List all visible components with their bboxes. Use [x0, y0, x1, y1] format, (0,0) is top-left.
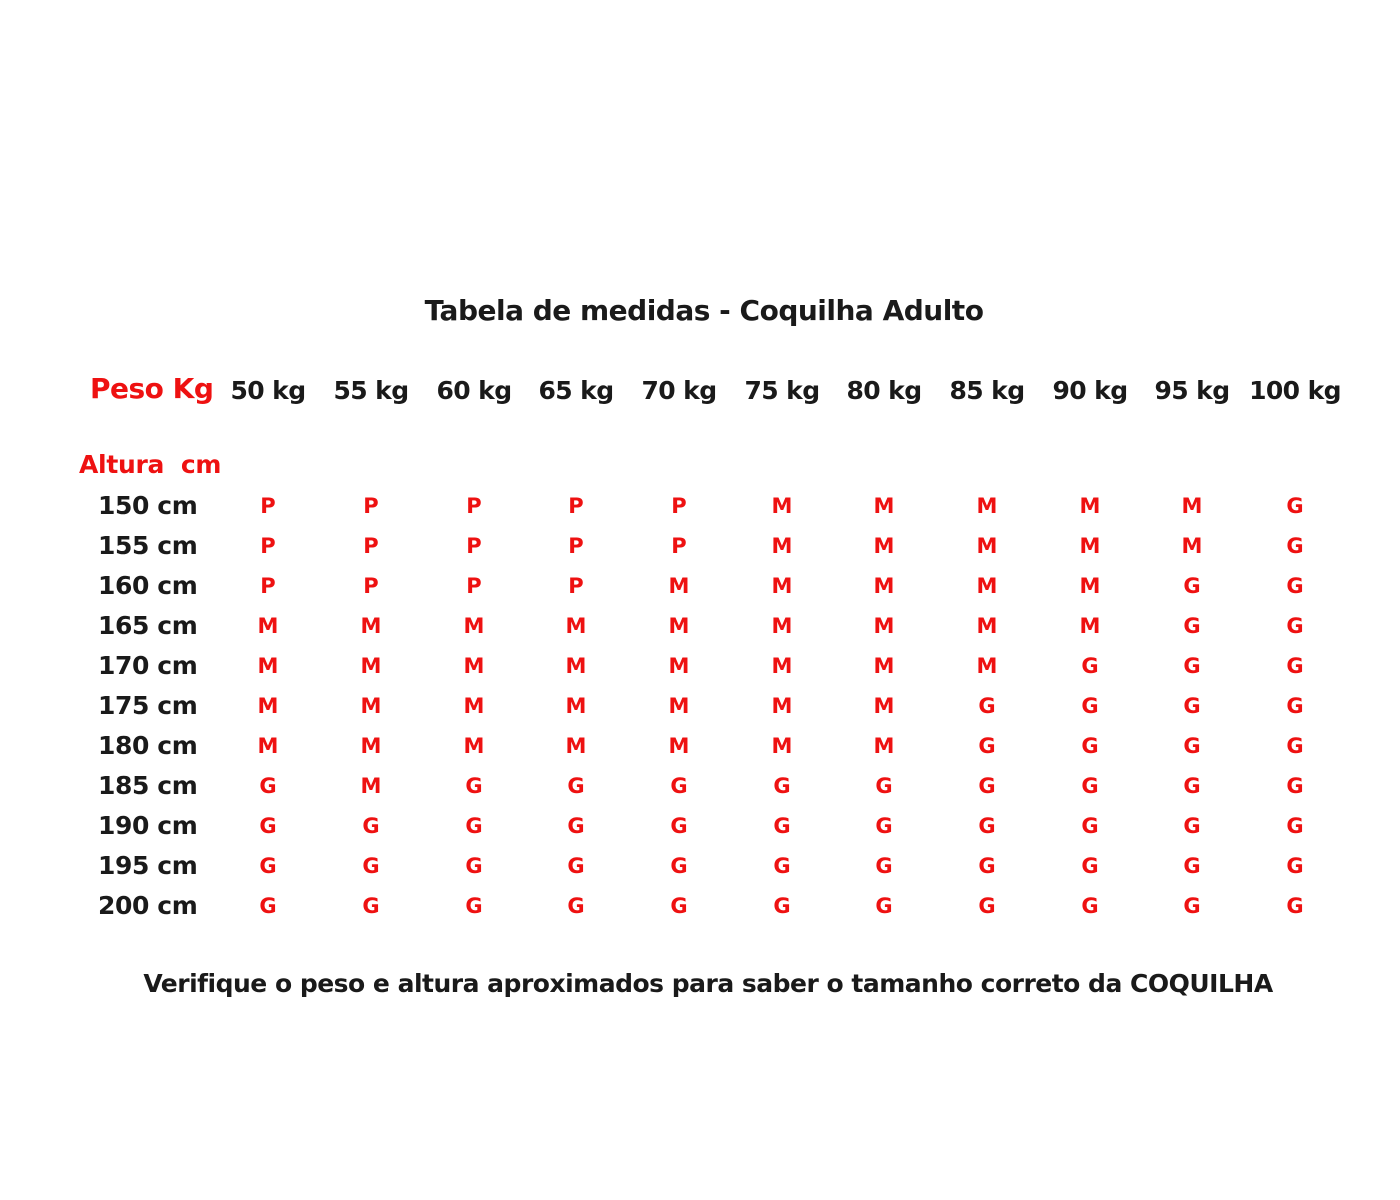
size-cell: G [773, 894, 791, 918]
size-cell: G [567, 814, 585, 838]
size-cell: G [1286, 854, 1304, 878]
table-row [0, 771, 1400, 811]
height-row-label: 185 cm [98, 771, 198, 800]
size-cell: M [565, 734, 587, 758]
size-cell: G [465, 814, 483, 838]
size-cell: G [773, 854, 791, 878]
table-row [0, 811, 1400, 851]
weight-column-header: 100 kg [1249, 376, 1341, 405]
size-cell: G [1081, 694, 1099, 718]
size-cell: P [363, 494, 379, 518]
size-cell: P [260, 574, 276, 598]
size-cell: G [1183, 694, 1201, 718]
size-cell: G [875, 894, 893, 918]
size-cell: M [257, 694, 279, 718]
size-cell: M [771, 694, 793, 718]
height-row-label: 150 cm [98, 491, 198, 520]
size-cell: G [362, 814, 380, 838]
table-row [0, 571, 1400, 611]
size-cell: M [771, 534, 793, 558]
table-row [0, 891, 1400, 931]
size-cell: M [976, 574, 998, 598]
size-cell: G [1183, 814, 1201, 838]
size-cell: G [875, 814, 893, 838]
size-cell: M [873, 534, 895, 558]
size-cell: M [873, 494, 895, 518]
size-cell: M [565, 614, 587, 638]
size-cell: M [1079, 534, 1101, 558]
size-cell: G [362, 854, 380, 878]
size-cell: G [1286, 614, 1304, 638]
size-cell: G [1286, 494, 1304, 518]
weight-column-header: 65 kg [538, 376, 614, 405]
size-cell: M [771, 734, 793, 758]
size-cell: G [1081, 654, 1099, 678]
size-cell: G [1183, 894, 1201, 918]
size-cell: M [668, 574, 690, 598]
size-cell: M [1181, 494, 1203, 518]
size-cell: M [1181, 534, 1203, 558]
size-cell: G [773, 814, 791, 838]
size-cell: G [259, 894, 277, 918]
weight-header-row [0, 372, 1400, 412]
size-cell: G [567, 894, 585, 918]
table-row [0, 651, 1400, 691]
size-cell: M [976, 614, 998, 638]
size-cell: G [1183, 774, 1201, 798]
table-row [0, 691, 1400, 731]
size-cell: G [465, 854, 483, 878]
size-cell: M [257, 734, 279, 758]
size-cell: M [976, 654, 998, 678]
size-cell: G [1183, 614, 1201, 638]
size-cell: G [670, 854, 688, 878]
size-cell: G [1286, 694, 1304, 718]
size-cell: G [1183, 654, 1201, 678]
size-cell: M [565, 694, 587, 718]
size-cell: M [873, 614, 895, 638]
size-cell: M [873, 574, 895, 598]
size-cell: P [671, 494, 687, 518]
weight-column-header: 95 kg [1154, 376, 1230, 405]
weight-column-header: 50 kg [230, 376, 306, 405]
size-cell: P [671, 534, 687, 558]
table-row [0, 491, 1400, 531]
size-cell: P [568, 574, 584, 598]
table-row [0, 731, 1400, 771]
size-cell: M [771, 654, 793, 678]
size-cell: G [1183, 734, 1201, 758]
size-cell: G [1081, 734, 1099, 758]
size-cell: G [1183, 854, 1201, 878]
height-row-label: 200 cm [98, 891, 198, 920]
size-cell: P [568, 494, 584, 518]
size-cell: M [668, 614, 690, 638]
size-cell: G [670, 774, 688, 798]
weight-column-header: 60 kg [436, 376, 512, 405]
weight-column-header: 75 kg [744, 376, 820, 405]
size-cell: P [363, 534, 379, 558]
size-cell: M [1079, 614, 1101, 638]
size-cell: G [1081, 774, 1099, 798]
size-cell: G [978, 774, 996, 798]
size-cell: P [466, 494, 482, 518]
size-cell: M [668, 734, 690, 758]
size-cell: G [567, 774, 585, 798]
height-axis-label: Altura cm [79, 450, 222, 479]
size-cell: G [465, 774, 483, 798]
size-cell: M [873, 694, 895, 718]
size-cell: M [771, 574, 793, 598]
size-cell: M [463, 734, 485, 758]
size-cell: P [260, 534, 276, 558]
size-cell: M [771, 614, 793, 638]
size-cell: G [1286, 894, 1304, 918]
size-cell: G [1286, 574, 1304, 598]
size-cell: G [1286, 534, 1304, 558]
table-row [0, 851, 1400, 891]
size-cell: M [565, 654, 587, 678]
size-cell: M [360, 654, 382, 678]
height-row-label: 170 cm [98, 651, 198, 680]
height-row-label: 155 cm [98, 531, 198, 560]
size-cell: G [1081, 854, 1099, 878]
size-cell: M [360, 694, 382, 718]
size-cell: G [670, 814, 688, 838]
size-cell: G [978, 814, 996, 838]
size-cell: G [978, 694, 996, 718]
weight-column-header: 80 kg [846, 376, 922, 405]
size-cell: P [363, 574, 379, 598]
size-cell: M [668, 654, 690, 678]
size-cell: G [1286, 814, 1304, 838]
size-cell: G [567, 854, 585, 878]
size-cell: G [773, 774, 791, 798]
weight-column-header: 70 kg [641, 376, 717, 405]
size-cell: G [978, 894, 996, 918]
size-cell: M [360, 734, 382, 758]
size-cell: M [257, 614, 279, 638]
table-row [0, 611, 1400, 651]
size-cell: M [873, 734, 895, 758]
size-cell: G [465, 894, 483, 918]
size-cell: G [978, 854, 996, 878]
size-cell: M [873, 654, 895, 678]
size-cell: G [362, 894, 380, 918]
size-cell: M [360, 614, 382, 638]
weight-column-header: 85 kg [949, 376, 1025, 405]
size-cell: G [1286, 654, 1304, 678]
weight-axis-label: Peso Kg [90, 372, 214, 405]
size-cell: M [1079, 574, 1101, 598]
size-cell: M [360, 774, 382, 798]
height-row-label: 180 cm [98, 731, 198, 760]
size-cell: M [976, 494, 998, 518]
height-row-label: 195 cm [98, 851, 198, 880]
weight-column-header: 55 kg [333, 376, 409, 405]
size-cell: G [1286, 774, 1304, 798]
size-cell: G [875, 854, 893, 878]
height-row-label: 190 cm [98, 811, 198, 840]
height-row-label: 160 cm [98, 571, 198, 600]
size-cell: M [257, 654, 279, 678]
weight-column-header: 90 kg [1052, 376, 1128, 405]
size-cell: G [670, 894, 688, 918]
size-cell: G [978, 734, 996, 758]
size-cell: P [466, 534, 482, 558]
size-cell: M [463, 654, 485, 678]
size-cell: P [260, 494, 276, 518]
height-row-label: 165 cm [98, 611, 198, 640]
size-cell: M [976, 534, 998, 558]
table-row [0, 531, 1400, 571]
size-cell: P [466, 574, 482, 598]
size-cell: M [771, 494, 793, 518]
page-title: Tabela de medidas - Coquilha Adulto [424, 294, 984, 327]
size-cell: M [1079, 494, 1101, 518]
size-cell: M [668, 694, 690, 718]
footer-note: Verifique o peso e altura aproximados para saber o tamanho correto da COQUILHA [143, 969, 1273, 998]
size-cell: G [875, 774, 893, 798]
size-cell: G [259, 854, 277, 878]
size-cell: G [1081, 894, 1099, 918]
size-cell: G [1286, 734, 1304, 758]
size-cell: P [568, 534, 584, 558]
size-cell: G [259, 814, 277, 838]
height-row-label: 175 cm [98, 691, 198, 720]
size-cell: G [259, 774, 277, 798]
size-cell: G [1183, 574, 1201, 598]
size-cell: M [463, 614, 485, 638]
size-cell: M [463, 694, 485, 718]
size-cell: G [1081, 814, 1099, 838]
